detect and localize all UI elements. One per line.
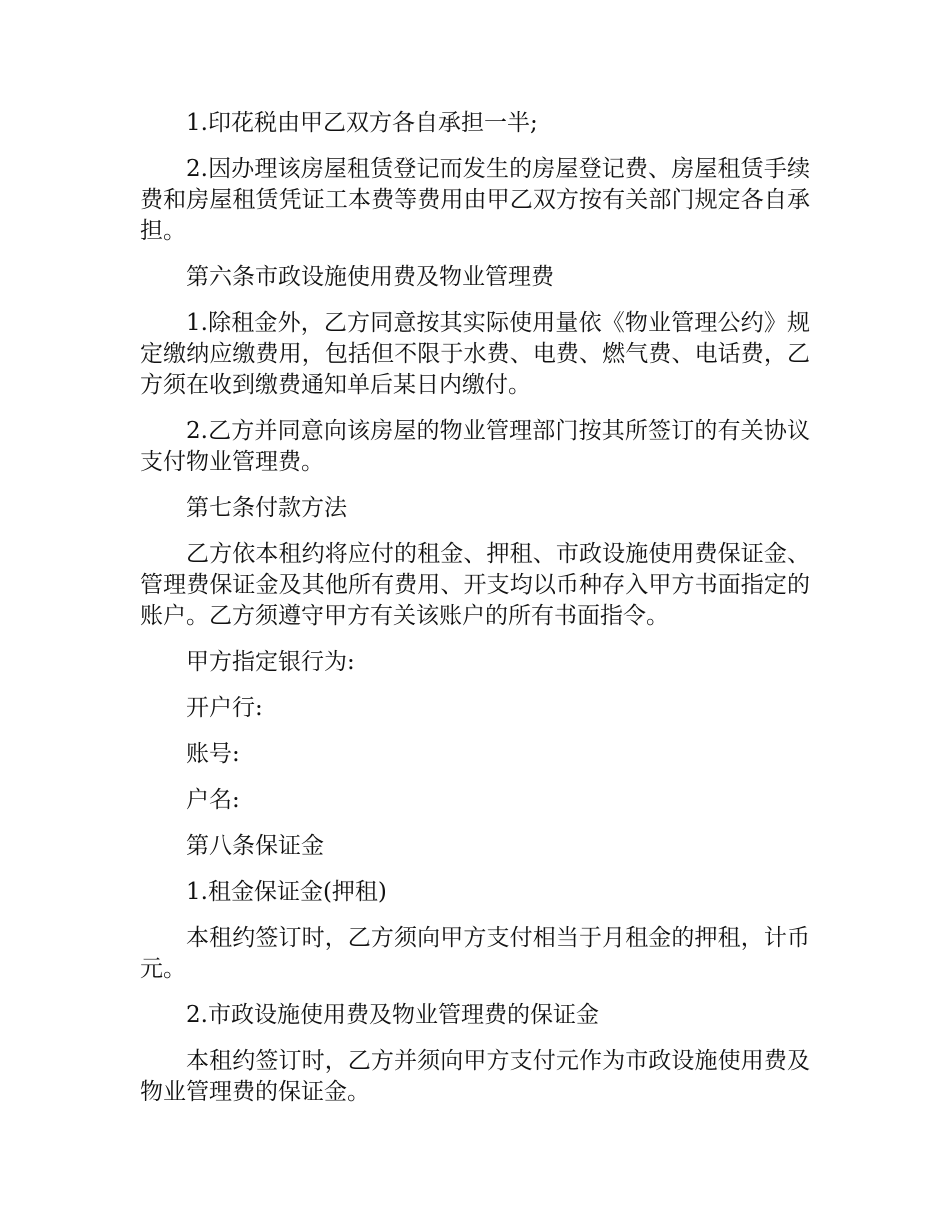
paragraph-management-fee: 2.乙方并同意向该房屋的物业管理部门按其所签订的有关协议支付物业管理费。 [140,418,810,475]
document-page [140,108,810,1123]
account-number-label: 账号: [186,741,240,767]
article-6-heading: 第六条市政设施使用费及物业管理费 [186,264,554,290]
bank-designation-label: 甲方指定银行为: [186,649,355,675]
paragraph-stamp-duty: 1.印花税由甲乙双方各自承担一半; [186,110,538,136]
article-8-heading: 第八条保证金 [186,833,324,859]
paragraph-payment-method: 乙方依本租约将应付的租金、押租、市政设施使用费保证金、管理费保证金及其他所有费用、开支均以币种存入甲方书面指定的账户。乙方须遵守甲方有关该账户的所有书面指令。 [140,541,810,629]
bank-name-label: 开户行: [186,695,263,721]
paragraph-registration-fees: 2.因办理该房屋租赁登记而发生的房屋登记费、房屋租赁手续费和房屋租赁凭证工本费等费用由甲乙双方按有关部门规定各自承担。 [140,156,810,244]
subheading-utility-deposit: 2.市政设施使用费及物业管理费的保证金 [186,1002,599,1028]
article-7-heading: 第七条付款方法 [186,495,347,521]
account-holder-label: 户名: [186,787,240,813]
paragraph-utility-fees: 1.除租金外，乙方同意按其实际使用量依《物业管理公约》规定缴纳应缴费用，包括但不限于水费、电费、燃气费、电话费，乙方须在收到缴费通知单后某日内缴付。 [140,310,810,398]
subheading-rent-deposit: 1.租金保证金(押租) [186,879,387,905]
paragraph-utility-deposit: 本租约签订时，乙方并须向甲方支付元作为市政设施使用费及物业管理费的保证金。 [140,1048,810,1105]
paragraph-rent-deposit: 本租约签订时，乙方须向甲方支付相当于月租金的押租，计币元。 [140,925,810,982]
